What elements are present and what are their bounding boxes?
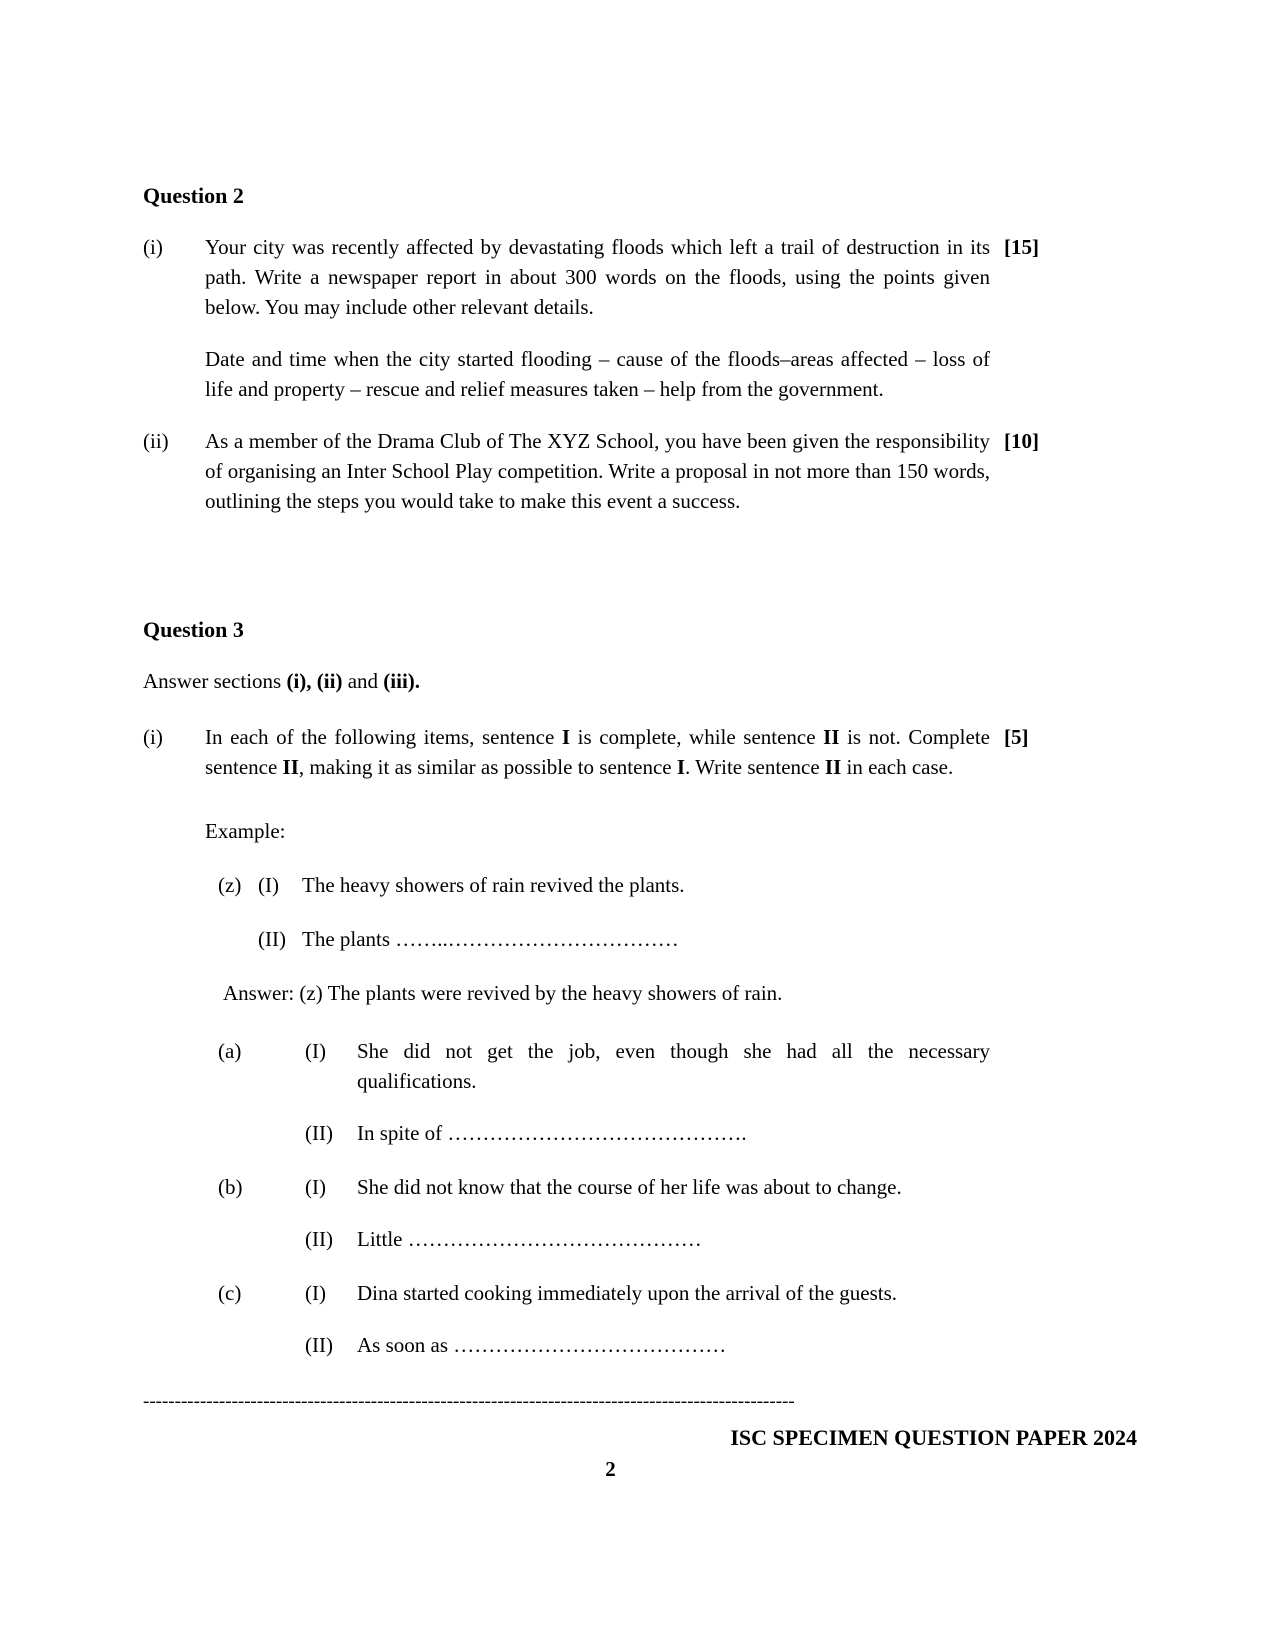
q3-text-5: . Write sentence [685, 755, 825, 779]
question-3-heading: Question 3 [143, 617, 244, 642]
subitem-a-sentence-ii: In spite of ……………………………………. [357, 1121, 747, 1145]
subitem-b-label: (b) [218, 1175, 243, 1199]
instruction-middle: and [342, 669, 384, 693]
subitem-c-sentence-i: Dina started cooking immediately upon the arrival of the guests. [357, 1281, 898, 1305]
q3-bold-3: II [282, 755, 299, 779]
subitem-b-sentence-ii: Little …………………………………… [357, 1227, 702, 1251]
q3-bold-4: I [676, 755, 686, 779]
q3-bold-1: I [561, 725, 571, 749]
footer-divider: ------------------------------------------------------------------------------------------------------- [143, 1395, 795, 1411]
question-2-item-i [143, 232, 1068, 404]
question-2-item-i-marker: (i) [143, 235, 163, 259]
example-label: Example: [205, 819, 286, 843]
example-sentence-ii: The plants ……..…………………………… [302, 927, 679, 951]
question-3-instruction [143, 666, 1068, 696]
instruction-last: (iii). [383, 669, 421, 693]
q3-text-2: is complete, while sentence [570, 725, 824, 749]
subitem-b-line-ii [218, 1224, 990, 1254]
subitem-a-roman-i: (I) [305, 1039, 326, 1063]
q3-text-6: in each case. [841, 755, 954, 779]
question-3-item-i-paragraph [205, 722, 990, 782]
question-2-item-i-paragraph-1: Your city was recently affected by devastating floods which left a trail of destruction in its path. Write a newspaper report in about 300 words on the floods, using the points given below. You may include other relevant details. [205, 235, 990, 319]
page-footer [143, 1395, 1140, 1483]
question-2-item-i-body [205, 232, 990, 404]
question-2-heading: Question 2 [143, 183, 244, 208]
subitem-c-sentence-ii: As soon as ………………………………… [357, 1333, 727, 1357]
subitem-a-line-i [218, 1036, 990, 1096]
subitem-b-roman-ii: (II) [305, 1227, 333, 1251]
q3-text-1: In each of the following items, sentence [205, 725, 562, 749]
q3-text-4: , making it as similar as possible to sentence [298, 755, 677, 779]
question-2-item-i-marks: [15] [1004, 235, 1039, 259]
example-roman-i: (I) [258, 873, 279, 897]
section-spacer [143, 532, 1068, 616]
question-3-subitem-a [143, 1036, 1068, 1148]
example-answer-line: Answer: (z) The plants were revived by the heavy showers of rain. [223, 981, 783, 1005]
q3-text-3: is not. Complete sentence [205, 725, 990, 779]
question-3-subitem-c [143, 1278, 1068, 1360]
subitem-c-roman-ii: (II) [305, 1333, 333, 1357]
question-2-item-i-paragraph-2: Date and time when the city started flooding – cause of the floods–areas affected – loss of life and property – rescue and relief measures taken – help from the government. [205, 347, 990, 401]
subitem-c-label: (c) [218, 1281, 242, 1305]
question-3-subitem-b [143, 1172, 1068, 1254]
question-2-item-ii-body [205, 426, 990, 516]
subitem-c-line-ii [218, 1330, 990, 1360]
q3-bold-5: II [824, 755, 842, 779]
subitem-b-roman-i: (I) [305, 1175, 326, 1199]
question-2-item-ii [143, 426, 1068, 516]
example-line-one [218, 870, 1068, 900]
question-3-item-i [143, 722, 1068, 782]
page-number: 2 [605, 1457, 616, 1481]
example-sentence-i: The heavy showers of rain revived the plants. [302, 873, 685, 897]
question-3-item-i-body [205, 722, 990, 782]
subitem-a-line-ii [218, 1118, 990, 1148]
footer-title: ISC SPECIMEN QUESTION PAPER 2024 [730, 1425, 1137, 1450]
question-2-item-ii-marks: [10] [1004, 429, 1039, 453]
question-2-item-ii-paragraph-1: As a member of the Drama Club of The XYZ School, you have been given the responsibility of organising an Inter School Play competition. Write a proposal in not more than 150 words, outlining the steps you would take to make this event a success. [205, 429, 990, 513]
question-2-item-ii-marker: (ii) [143, 429, 169, 453]
subitem-c-roman-i: (I) [305, 1281, 326, 1305]
subitem-a-roman-ii: (II) [305, 1121, 333, 1145]
question-3-item-i-marks: [5] [1004, 725, 1029, 749]
instruction-sections: (i), (ii) [286, 669, 343, 693]
subitem-a-sentence-i: She did not get the job, even though she had all the necessary qualifications. [357, 1039, 990, 1093]
example-line-two [218, 924, 1068, 954]
instruction-prefix: Answer sections [143, 669, 287, 693]
subitem-b-line-i [218, 1172, 990, 1202]
subitem-c-line-i [218, 1278, 990, 1308]
spacer-before-example [143, 798, 1068, 816]
question-3-item-i-marker: (i) [143, 725, 163, 749]
subitem-b-sentence-i: She did not know that the course of her life was about to change. [357, 1175, 902, 1199]
q3-bold-2: II [823, 725, 840, 749]
subitem-a-label: (a) [218, 1039, 242, 1063]
example-label-z: (z) [218, 873, 242, 897]
page-content [143, 182, 1068, 1382]
example-roman-ii: (II) [258, 927, 286, 951]
